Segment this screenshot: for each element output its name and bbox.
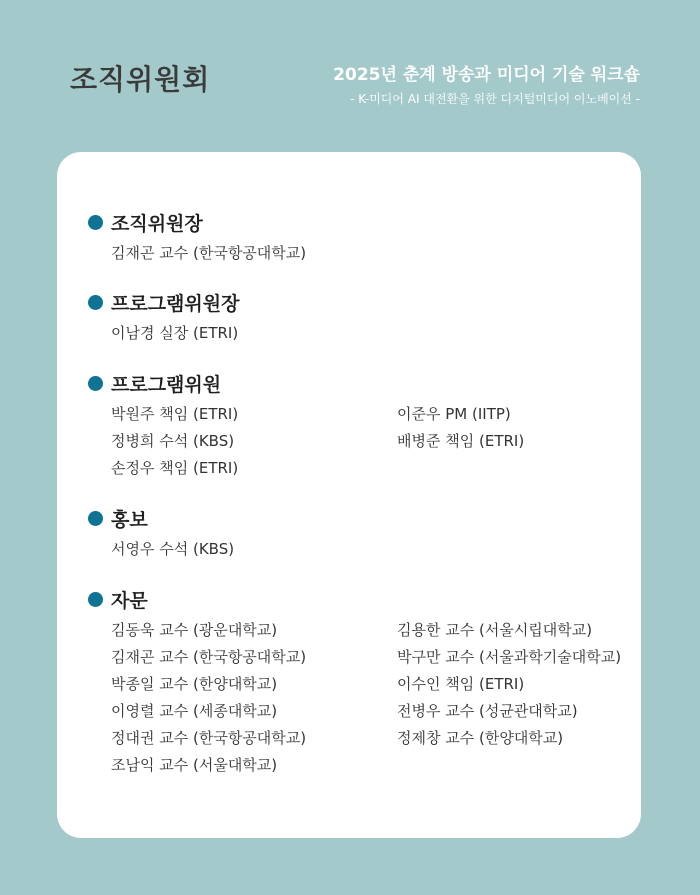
member-item: 김재곤 교수 (한국항공대학교) bbox=[111, 244, 307, 262]
member-item: 박원주 책임 (ETRI) bbox=[111, 405, 239, 423]
bullet-icon bbox=[88, 376, 103, 391]
member-item: 손정우 책임 (ETRI) bbox=[111, 459, 239, 477]
section-title: 홍보 bbox=[111, 508, 148, 531]
section-header bbox=[88, 369, 628, 397]
member-list bbox=[111, 320, 628, 347]
section-header bbox=[88, 585, 628, 613]
member-item: 정병희 수석 (KBS) bbox=[111, 432, 235, 450]
event-title: 2025년 춘계 방송과 미디어 기술 워크숍 bbox=[333, 65, 640, 85]
section-title: 조직위원장 bbox=[111, 212, 203, 235]
member-list bbox=[111, 240, 628, 267]
member-item: 이영렬 교수 (세종대학교) bbox=[111, 702, 278, 720]
member-item: 김용한 교수 (서울시립대학교) bbox=[397, 621, 593, 639]
section-title: 프로그램위원장 bbox=[111, 292, 240, 315]
member-item: 김동욱 교수 (광운대학교) bbox=[111, 621, 278, 639]
member-item: 김재곤 교수 (한국항공대학교) bbox=[111, 648, 307, 666]
page-title: 조직위원회 bbox=[70, 63, 211, 96]
section-title: 프로그램위원 bbox=[111, 373, 222, 396]
member-item: 배병준 책임 (ETRI) bbox=[397, 432, 525, 450]
section-header bbox=[88, 288, 628, 316]
section-title: 자문 bbox=[111, 589, 148, 612]
member-item: 박종일 교수 (한양대학교) bbox=[111, 675, 278, 693]
committee-card bbox=[57, 152, 641, 838]
member-item: 이준우 PM (IITP) bbox=[397, 405, 511, 423]
member-item: 이남경 실장 (ETRI) bbox=[111, 324, 239, 342]
member-item: 정제창 교수 (한양대학교) bbox=[397, 729, 564, 747]
section-chair bbox=[88, 208, 628, 267]
member-list bbox=[111, 617, 628, 779]
member-list bbox=[111, 401, 628, 482]
bullet-icon bbox=[88, 511, 103, 526]
member-item: 이수인 책임 (ETRI) bbox=[397, 675, 525, 693]
bullet-icon bbox=[88, 215, 103, 230]
member-item: 전병우 교수 (성균관대학교) bbox=[397, 702, 578, 720]
section-header bbox=[88, 208, 628, 236]
bullet-icon bbox=[88, 592, 103, 607]
member-item: 박구만 교수 (서울과학기술대학교) bbox=[397, 648, 622, 666]
member-list bbox=[111, 536, 628, 563]
bullet-icon bbox=[88, 295, 103, 310]
member-item: 조남익 교수 (서울대학교) bbox=[111, 756, 278, 774]
section-program-chair bbox=[88, 288, 628, 347]
section-advisory bbox=[88, 585, 628, 779]
event-subtitle: - K-미디어 AI 대전환을 위한 디지털미디어 이노베이션 - bbox=[350, 92, 640, 106]
member-item: 서영우 수석 (KBS) bbox=[111, 540, 235, 558]
section-header bbox=[88, 504, 628, 532]
section-publicity bbox=[88, 504, 628, 563]
section-program-committee bbox=[88, 369, 628, 482]
member-item: 정대권 교수 (한국항공대학교) bbox=[111, 729, 307, 747]
